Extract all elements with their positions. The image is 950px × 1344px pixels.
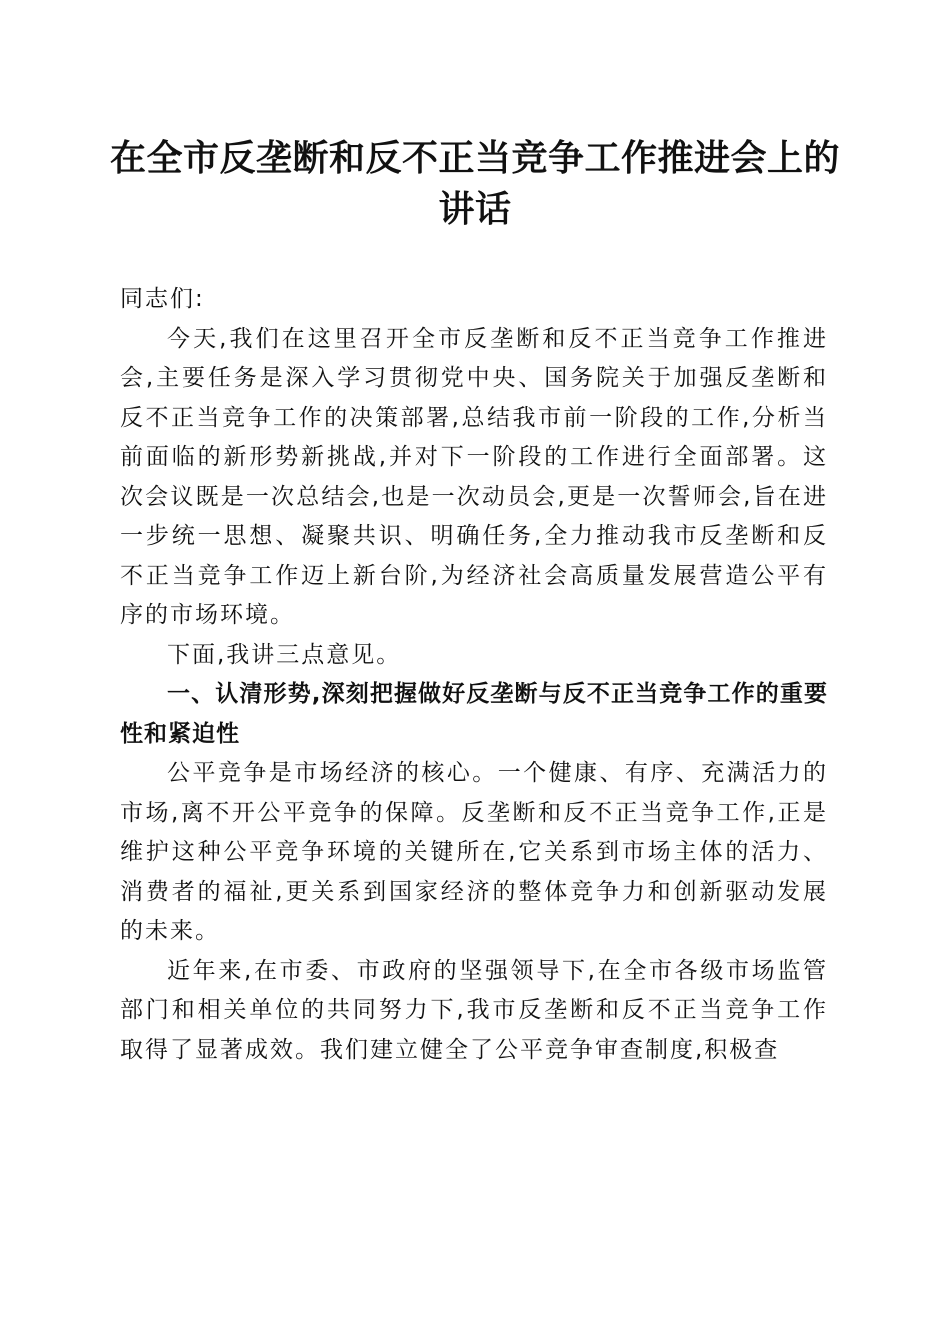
document-body xyxy=(120,280,828,1070)
body-paragraph: 公平竞争是市场经济的核心。一个健康、有序、充满活力的市场,离不开公平竞争的保障。反垄断和反不正当竞争工作,正是维护这种公平竞争环境的关键所在,它关系到市场主体的活力、消费者的福祉,更关系到国家经济的整体竞争力和创新驱动发展的未来。 xyxy=(120,760,828,944)
document-title: 在全市反垄断和反不正当竞争工作推进会上的讲话 xyxy=(109,137,840,230)
body-paragraph: 近年来,在市委、市政府的坚强领导下,在全市各级市场监管部门和相关单位的共同努力下,我市反垄断和反不正当竞争工作取得了显著成效。我们建立健全了公平竞争审查制度,积极查 xyxy=(120,957,828,1063)
salutation: 同志们: xyxy=(120,286,205,312)
body-paragraph: 今天,我们在这里召开全市反垄断和反不正当竞争工作推进会,主要任务是深入学习贯彻党中央、国务院关于加强反垄断和反不正当竞争工作的决策部署,总结我市前一阶段的工作,分析当前面临的新形势新挑战,并对下一阶段的工作进行全面部署。这次会议既是一次总结会,也是一次动员会,更是一次誓师会,旨在进一步统一思想、凝聚共识、明确任务,全力推动我市反垄断和反不正当竞争工作迈上新台阶,为经济社会高质量发展营造公平有序的市场环境。 xyxy=(120,325,828,628)
body-paragraph: 下面,我讲三点意见。 xyxy=(167,641,402,668)
section-heading: 一、认清形势,深刻把握做好反垄断与反不正当竞争工作的重要性和紧迫性 xyxy=(120,681,828,747)
